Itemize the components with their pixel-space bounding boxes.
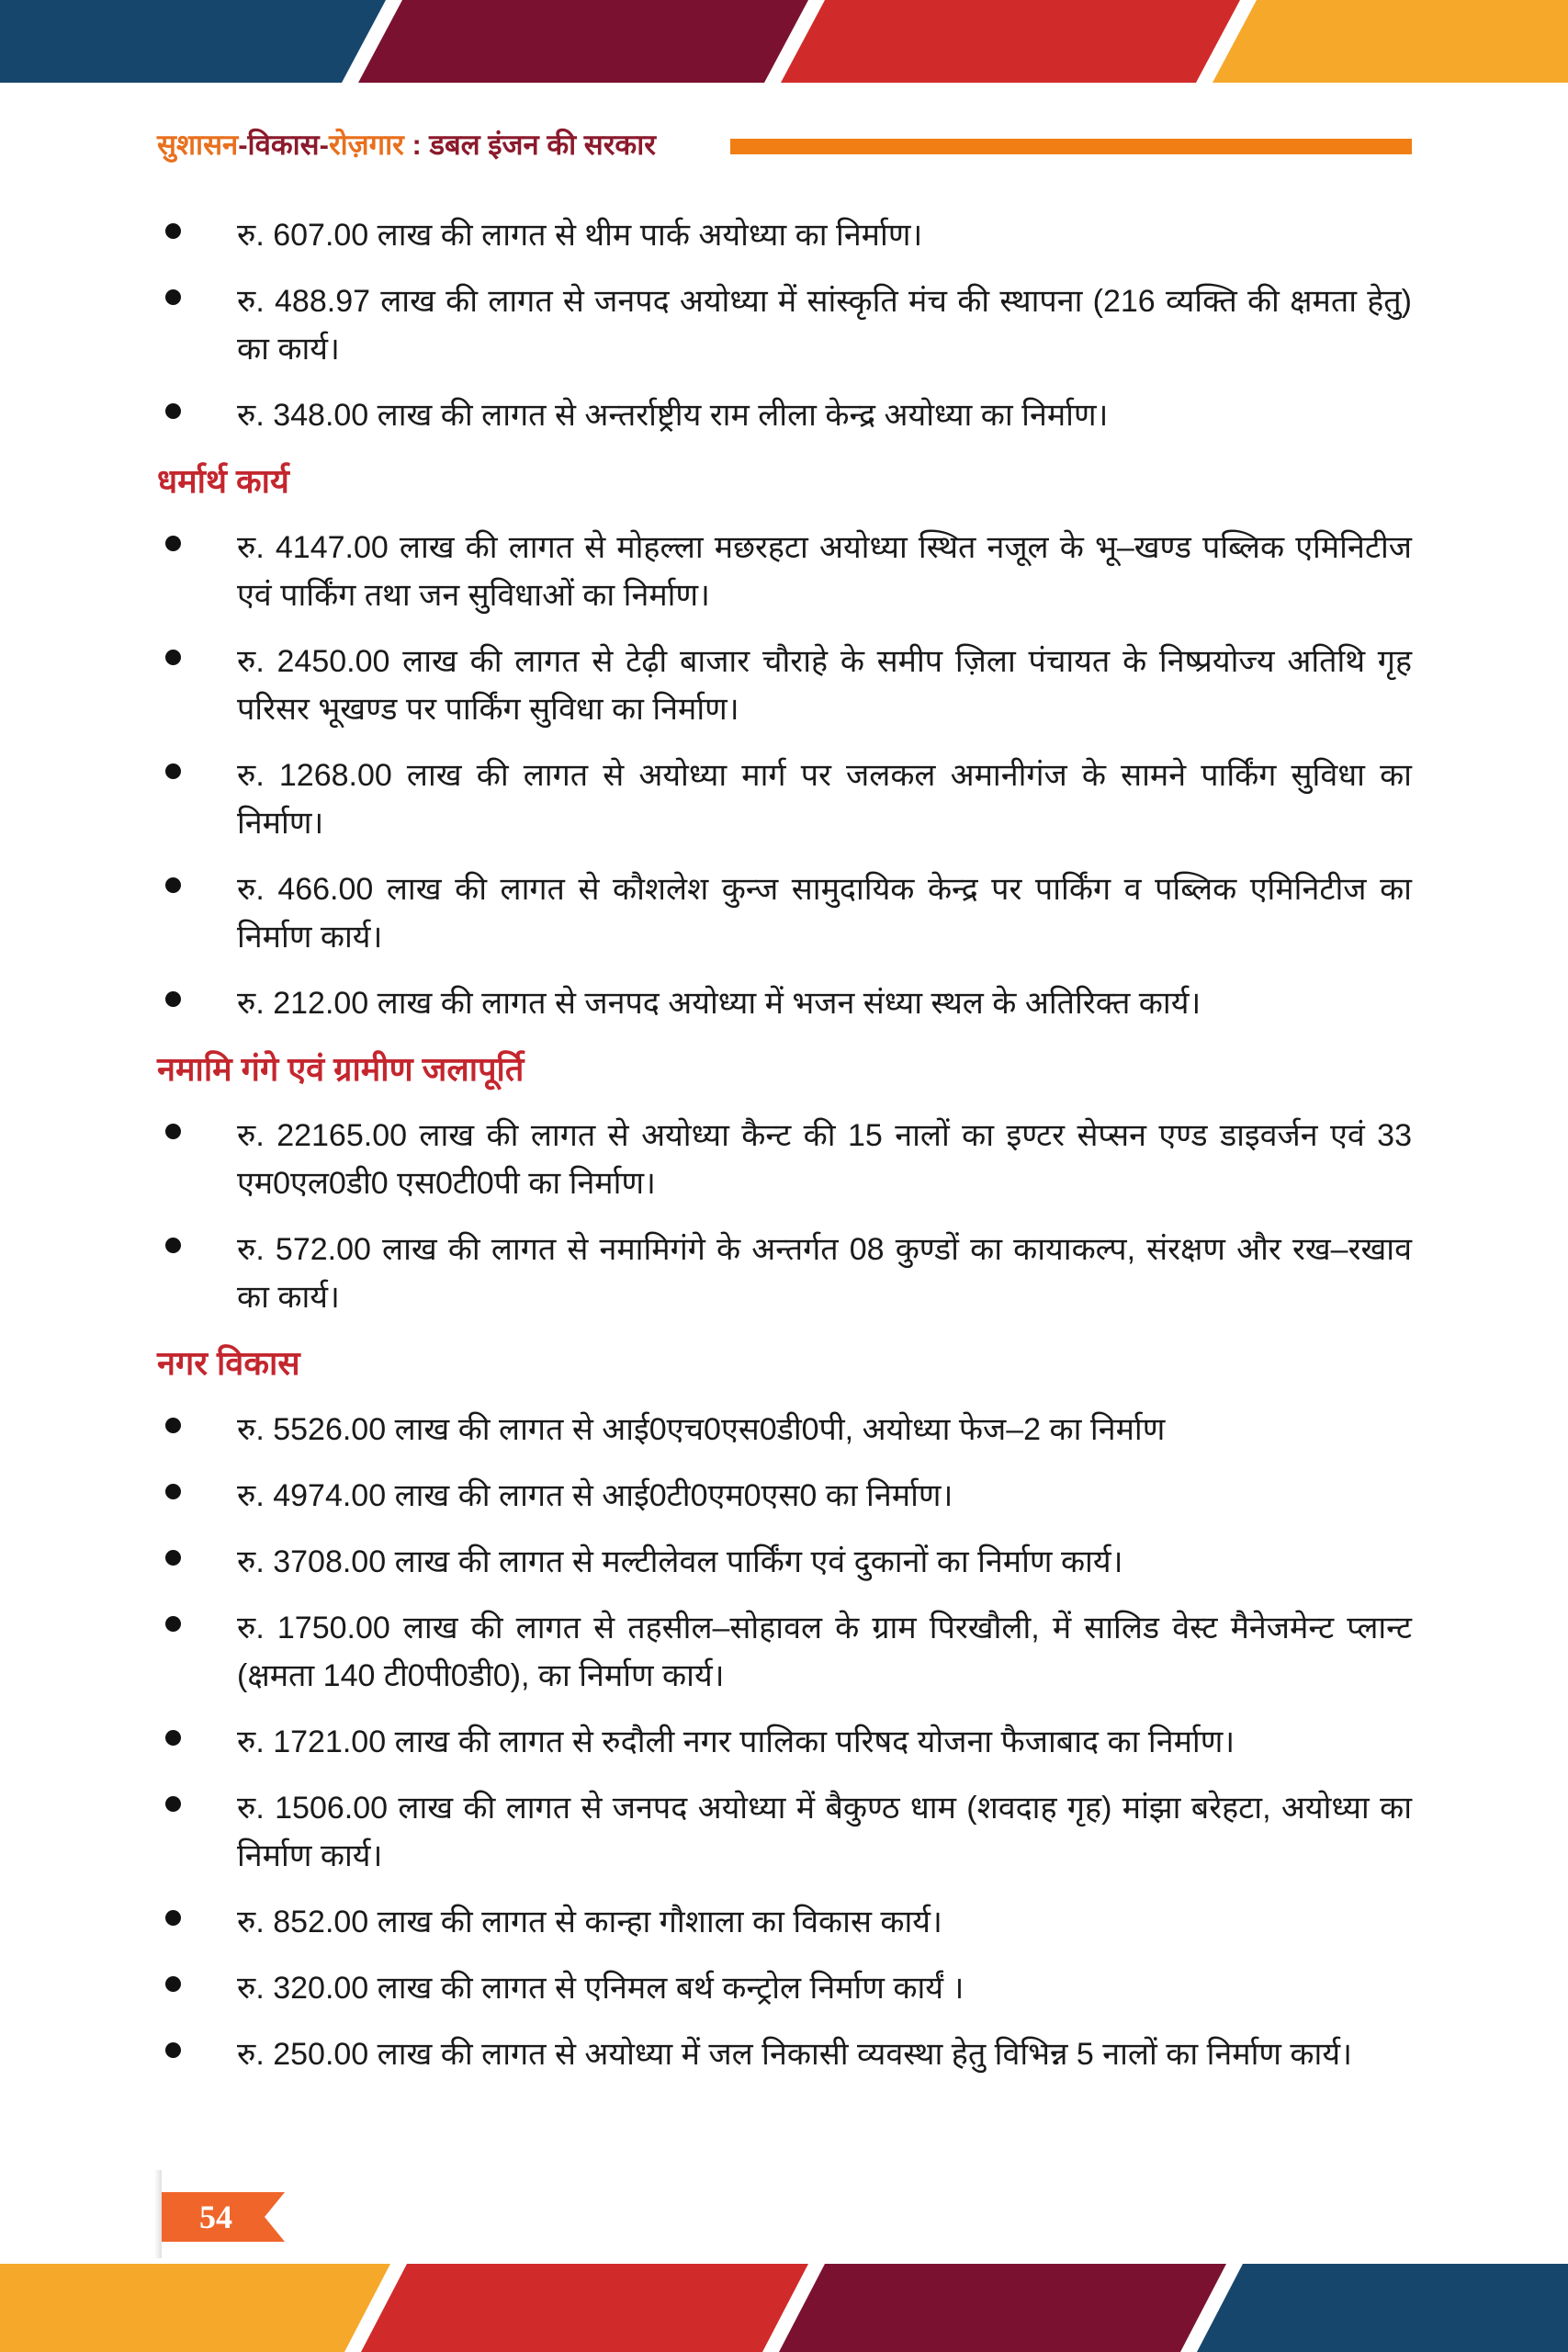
bullet-icon: [165, 536, 181, 551]
bullet-icon: [165, 223, 181, 239]
list-item-text: रु. 1506.00 लाख की लागत से जनपद अयोध्या में बैकुण्ठ धाम (शवदाह गृह) मांझा बरेहटा, अयोध्या का निर्माण कार्य।: [237, 1791, 1412, 1873]
bullet-icon: [165, 1730, 181, 1746]
list-item-text: रु. 488.97 लाख की लागत से जनपद अयोध्या में सांस्कृति मंच की स्थापना (216 व्यक्ति की क्षमता हेतु) का कार्य।: [237, 284, 1412, 367]
bullet-icon: [165, 991, 181, 1007]
bullet-icon: [165, 877, 181, 893]
bullet-icon: [165, 2042, 181, 2058]
bullet-icon: [165, 650, 181, 665]
bullet-icon: [165, 403, 181, 419]
list-item: [0, 1406, 1568, 1453]
list-item-text: रु. 852.00 लाख की लागत से कान्हा गौशाला का विकास कार्य।: [237, 1905, 942, 1939]
bottom-color-band: [0, 2264, 1568, 2352]
list-item-text: रु. 348.00 लाख की लागत से अन्तर्राष्ट्रीय राम लीला केन्द्र अयोध्या का निर्माण।: [237, 398, 1109, 433]
list-item: [0, 1718, 1568, 1766]
list-item: [0, 2030, 1568, 2078]
band-stripe-red: [781, 0, 1240, 83]
running-header: [0, 125, 1568, 165]
bullet-icon: [165, 1616, 181, 1632]
bullet-icon: [165, 1124, 181, 1139]
list-item: [0, 638, 1568, 733]
list-item-text: रु. 1750.00 लाख की लागत से तहसील–सोहावल के ग्राम पिरखौली, में सालिड वेस्ट मैनेजमेन्ट प्लान्ट (क्षमता 140 टी0पी0डी0), का निर्माण कार्य।: [237, 1611, 1412, 1693]
list-item-text: रु. 2450.00 लाख की लागत से टेढ़ी बाजार चौराहे के समीप ज़िला पंचायत के निष्प्रयोज्य अतिथि गृह परिसर भूखण्ड पर पार्किंग सुविधा का निर्माण।: [237, 644, 1412, 727]
list-item-text: रु. 5526.00 लाख की लागत से आई0एच0एस0डी0पी, अयोध्या फेज–2 का निर्माण: [237, 1412, 1166, 1447]
list-item-text: रु. 3708.00 लाख की लागत से मल्टीलेवल पार्किंग एवं दुकानों का निर्माण कार्य।: [237, 1544, 1123, 1579]
list-item: [0, 979, 1568, 1027]
list-item: [0, 1898, 1568, 1946]
list-item-text: रु. 250.00 लाख की लागत से अयोध्या में जल निकासी व्यवस्था हेतु विभिन्न 5 नालों का निर्माण कार्य।: [237, 2037, 1352, 2072]
bullet-icon: [165, 1550, 181, 1566]
list-item: [0, 1964, 1568, 2012]
list-item-text: रु. 212.00 लाख की लागत से जनपद अयोध्या में भजन संध्या स्थल के अतिरिक्त कार्य।: [237, 986, 1201, 1021]
band-stripe-red: [361, 2264, 808, 2352]
list-item-text: रु. 22165.00 लाख की लागत से अयोध्या कैन्ट की 15 नालों का इण्टर सेप्सन एण्ड डाइवर्जन एवं 33 एम0एल0डी0 एस0टी0पी का निर्माण।: [237, 1118, 1412, 1201]
bullet-icon: [165, 1796, 181, 1812]
page-number: 54: [199, 2199, 232, 2235]
band-stripe-amber: [1213, 0, 1568, 83]
list-item: [0, 1472, 1568, 1520]
list-item: [0, 1112, 1568, 1207]
list-item: [0, 1226, 1568, 1321]
bullet-icon: [165, 1418, 181, 1433]
header-title-segment: सुशासन: [157, 129, 239, 161]
page-content: [0, 211, 1568, 2097]
list-item-text: रु. 320.00 लाख की लागत से एनिमल बर्थ कन्ट्रोल निर्माण कार्यं ।: [237, 1971, 964, 2006]
list-item-text: रु. 1268.00 लाख की लागत से अयोध्या मार्ग पर जलकल अमानीगंज के सामने पार्किंग सुविधा का निर्माण।: [237, 758, 1412, 841]
section-heading: नगर विकास: [157, 1344, 300, 1382]
header-title-segment: रोज़गार: [328, 129, 404, 161]
band-stripe-maroon: [779, 2264, 1226, 2352]
band-stripe-navy: [0, 0, 386, 83]
page-edge-shadow: [154, 2170, 162, 2258]
list-item: [0, 752, 1568, 847]
list-item-text: रु. 4974.00 लाख की लागत से आई0टी0एम0एस0 का निर्माण।: [237, 1478, 953, 1513]
list-item-text: रु. 607.00 लाख की लागत से थीम पार्क अयोध्या का निर्माण।: [237, 218, 923, 253]
bullet-icon: [165, 1238, 181, 1253]
list-item: [0, 865, 1568, 961]
list-item: [0, 211, 1568, 259]
header-title-segment: : डबल इंजन की सरकार: [403, 129, 656, 161]
list-item: [0, 524, 1568, 619]
top-color-band: [0, 0, 1568, 83]
list-item: [0, 1784, 1568, 1880]
header-title: [157, 125, 656, 165]
list-item: [0, 1538, 1568, 1586]
band-stripe-navy: [1197, 2264, 1568, 2352]
list-item-text: रु. 1721.00 लाख की लागत से रुदौली नगर पालिका परिषद योजना फैजाबाद का निर्माण।: [237, 1724, 1235, 1759]
section-heading: धर्मार्थ कार्य: [157, 462, 289, 500]
page-number-tab: [162, 2192, 285, 2242]
list-item-text: रु. 4147.00 लाख की लागत से मोहल्ला मछरहटा अयोध्या स्थित नजूल के भू–खण्ड पब्लिक एमिनिटीज एवं पार्किंग तथा जन सुविधाओं का निर्माण।: [237, 530, 1412, 613]
header-rule: [730, 139, 1412, 154]
list-item: [0, 277, 1568, 373]
bullet-icon: [165, 1910, 181, 1926]
list-item: [0, 391, 1568, 439]
bullet-icon: [165, 763, 181, 779]
band-stripe-amber: [0, 2264, 390, 2352]
list-item-text: रु. 572.00 लाख की लागत से नमामिगंगे के अन्तर्गत 08 कुण्डों का कायाकल्प, संरक्षण और रख–रखाव का कार्य।: [237, 1232, 1412, 1315]
header-title-segment: -विकास-: [238, 129, 329, 161]
bullet-icon: [165, 1484, 181, 1499]
list-item-text: रु. 466.00 लाख की लागत से कौशलेश कुन्ज सामुदायिक केन्द्र पर पार्किंग व पब्लिक एमिनिटीज का निर्माण कार्य।: [237, 872, 1412, 955]
bullet-icon: [165, 289, 181, 305]
bullet-icon: [165, 1976, 181, 1992]
section-heading: नमामि गंगे एवं ग्रामीण जलापूर्ति: [157, 1050, 525, 1088]
list-item: [0, 1604, 1568, 1700]
band-stripe-maroon: [358, 0, 808, 83]
